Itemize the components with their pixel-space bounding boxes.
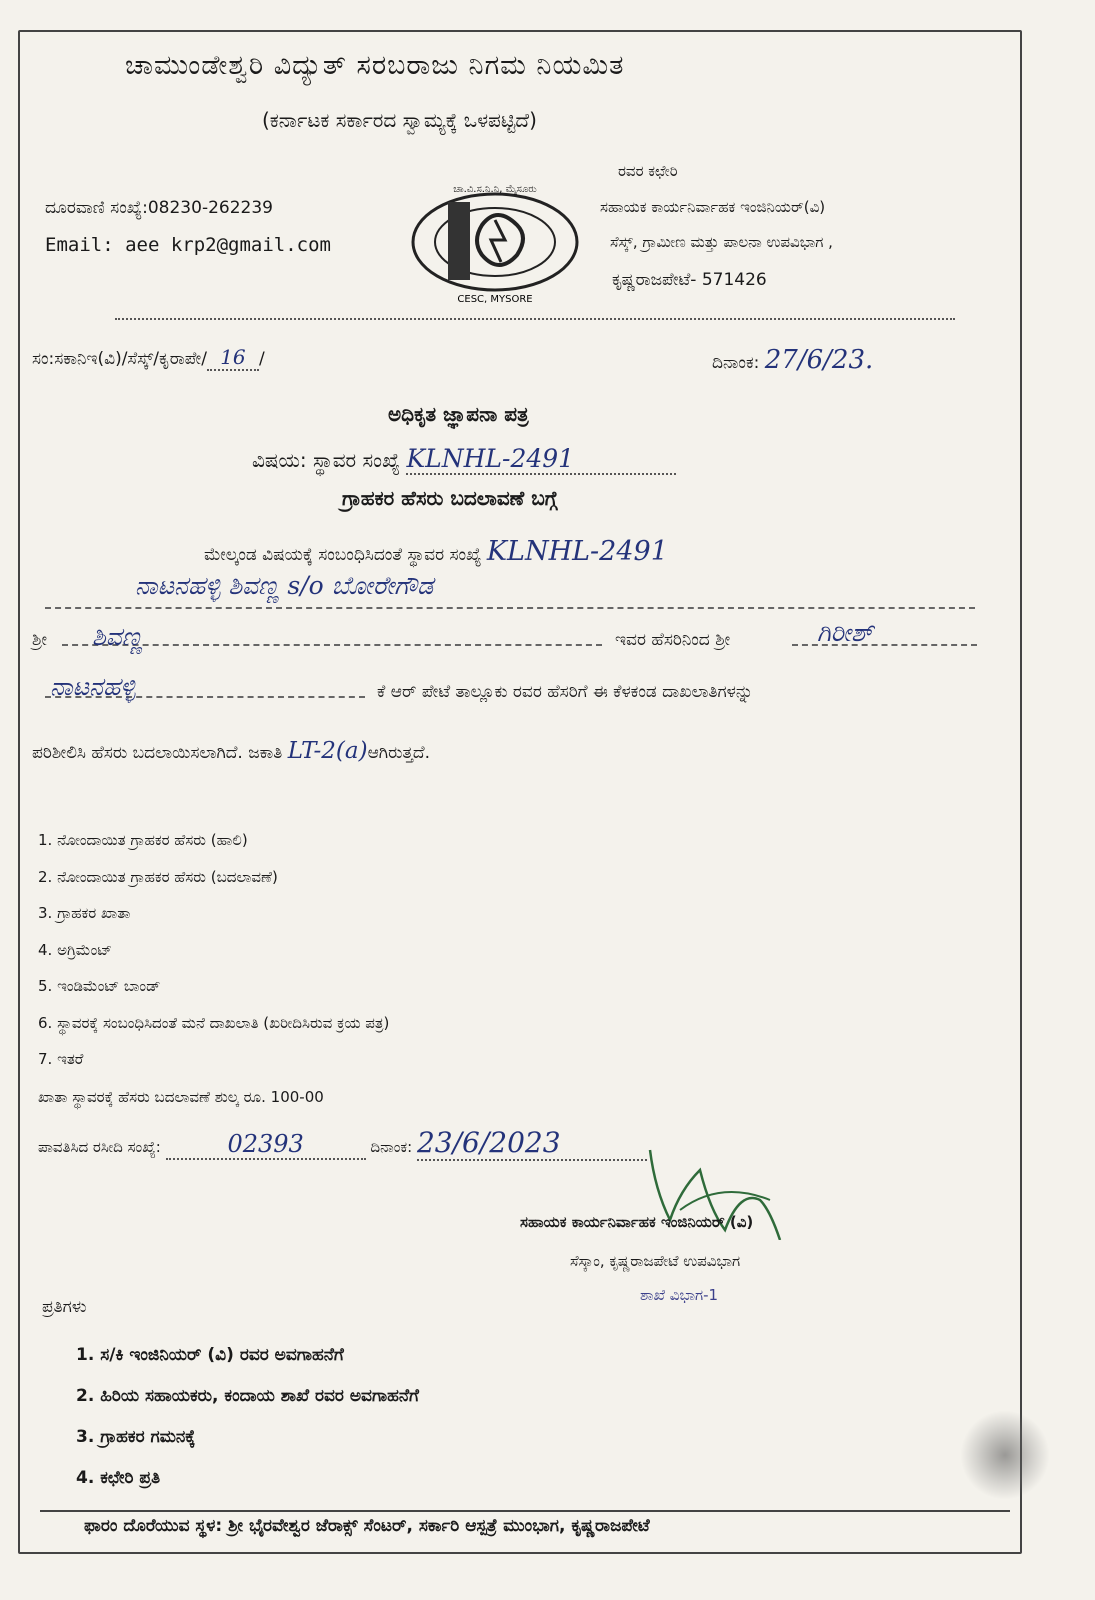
smudge-mark <box>960 1410 1050 1500</box>
new-owner-name: ಗಿರೀಶ್ <box>817 618 873 647</box>
body-intro-plant-number: KLNHL-2491 <box>486 536 668 567</box>
signatory-title: ಸಹಾಯಕ ಕಾರ್ಯನಿರ್ವಾಹಕ ಇಂಜಿನಿಯರ್ (ವಿ) <box>520 1213 754 1231</box>
receipt-number: 02393 <box>227 1130 304 1158</box>
list-item: 7. ಇತರೆ <box>38 1050 84 1068</box>
reference-date <box>712 345 873 375</box>
list-item: 2. ಹಿರಿಯ ಸಹಾಯಕರು, ಕಂದಾಯ ಶಾಖೆ ರವರ ಅವಗಾಹನೆಗೆ <box>76 1386 419 1406</box>
office-line-3: ಕೃಷ್ಣರಾಜಪೇಟೆ- 571426 <box>612 270 767 290</box>
email-address: Email: aee krp2@gmail.com <box>45 234 331 256</box>
office-line-2: ಸೆಸ್ಕ್, ಗ್ರಾಮೀಣ ಮತ್ತು ಪಾಲನಾ ಉಪವಿಭಾಗ , <box>610 233 833 251</box>
hand-line-1 <box>45 571 975 609</box>
body-line-4 <box>32 738 430 764</box>
date-label: ದಿನಾಂಕ: <box>712 353 760 373</box>
name-change-line <box>32 618 982 660</box>
body-line-3-text: ಕೆ ಆರ್ ಪೇಟೆ ತಾಲ್ಲೂಕು ರವರ ಹೆಸರಿಗೆ ಈ ಕೆಳಕಂಡ ದಾಖಲಾತಿಗಳನ್ನು <box>377 682 754 702</box>
previous-owner-name: ಶಿವಣ್ಣ <box>92 622 144 651</box>
list-item: 1. ಸ/ಕಿ ಇಂಜಿನಿಯರ್ (ವಿ) ರವರ ಅವಗಾಹನೆಗೆ <box>76 1345 344 1365</box>
body-line-4-text-b: ಆಗಿರುತ್ತದೆ. <box>367 743 431 763</box>
tariff-value: LT-2(a) <box>287 738 368 764</box>
list-item: 6. ಸ್ಥಾವರಕ್ಕೆ ಸಂಬಂಧಿಸಿದಂತೆ ಮನೆ ದಾಖಲಾತಿ (ಖರೀದಿಸಿರುವ ಕ್ರಯ ಪತ್ರ) <box>38 1013 390 1032</box>
village-name: ನಾಟನಹಳ್ಳಿ <box>50 672 136 701</box>
body-intro <box>204 536 668 567</box>
ref-value: 16 <box>220 345 246 369</box>
body-intro-text: ಮೇಲ್ಕಂಡ ವಿಷಯಕ್ಕೆ ಸಂಬಂಧಿಸಿದಂತೆ ಸ್ಥಾವರ ಸಂಖ್ಯೆ <box>204 545 482 565</box>
header-divider <box>115 318 955 320</box>
date-value: 27/6/23. <box>764 345 874 375</box>
notice-heading: ಅಧಿಕೃತ ಜ್ಞಾಪನಾ ಪತ್ರ <box>388 402 529 426</box>
documents-list <box>38 822 389 1078</box>
list-item: 4. ಅಗ್ರಿಮೆಂಟ್ <box>38 940 112 959</box>
list-item: 3. ಗ್ರಾಹಕರ ಖಾತಾ <box>38 904 131 922</box>
cesc-logo-icon <box>400 180 590 305</box>
office-small-label: ರವರ ಕಛೇರಿ <box>618 162 678 180</box>
subject-line <box>252 444 676 475</box>
receipt-date-label: ದಿನಾಂಕ: <box>370 1138 413 1156</box>
body-line-4-text-a: ಪರಿಶೀಲಿಸಿ ಹೆಸರು ಬದಲಾಯಿಸಲಾಗಿದೆ. ಜಕಾತಿ <box>32 743 283 763</box>
subject-label: ವಿಷಯ: ಸ್ಥಾವರ ಸಂಖ್ಯೆ <box>252 448 401 472</box>
footer-text: ಫಾರಂ ದೊರೆಯುವ ಸ್ಥಳ: ಶ್ರೀ ಭೈರವೇಶ್ವರ ಜೆರಾಕ್ಸ್ ಸೆಂಟರ್, ಸರ್ಕಾರಿ ಆಸ್ಪತ್ರೆ ಮುಂಭಾಗ, ಕೃಷ್ಣರಾಜಪೇಟೆ <box>84 1516 650 1536</box>
from-label: ಇವರ ಹೆಸರಿನಿಂದ ಶ್ರೀ <box>615 630 731 650</box>
copies-list <box>76 1335 419 1499</box>
list-item: 1. ನೋಂದಾಯಿತ ಗ್ರಾಹಕರ ಹೆಸರು (ಹಾಲಿ) <box>38 831 248 849</box>
office-line-1: ಸಹಾಯಕ ಕಾರ್ಯನಿರ್ವಾಹಕ ಇಂಜಿನಿಯರ್(ವಿ) <box>600 198 826 216</box>
footer-divider <box>40 1510 1010 1512</box>
copies-label: ಪ್ರತಿಗಳು <box>42 1297 87 1317</box>
shri-prefix: ಶ್ರೀ <box>32 630 47 650</box>
hand-line-1-text: ನಾಟನಹಳ್ಳಿ ಶಿವಣ್ಣ s/o ಬೋರೇಗೌಡ <box>135 571 434 600</box>
signatory-stamp: ಶಾಖೆ ವಿಭಾಗ-1 <box>640 1286 719 1304</box>
list-item: 4. ಕಛೇರಿ ಪ್ರತಿ <box>76 1468 161 1488</box>
receipt-label: ಪಾವತಿಸಿದ ರಸೀದಿ ಸಂಖ್ಯೆ: <box>38 1138 161 1156</box>
govt-line: (ಕರ್ನಾಟಕ ಸರ್ಕಾರದ ಸ್ವಾಮ್ಯಕ್ಕೆ ಒಳಪಟ್ಟಿದೆ) <box>262 108 537 132</box>
list-item: 5. ಇಂಡಿಮೆಂಟ್ ಬಾಂಡ್ <box>38 977 161 995</box>
subject-value: KLNHL-2491 <box>406 444 575 473</box>
ref-label: ಸಂ:ಸಕಾನಿಇ(ವಿ)/ಸೆಸ್ಕ್/ಕೃರಾಪೇ/ <box>32 349 207 369</box>
logo-text-top: ಚಾ.ವಿ.ಸ.ನಿ.ನಿ, ಮೈಸೂರು <box>453 184 537 195</box>
list-item: 2. ನೋಂದಾಯಿತ ಗ್ರಾಹಕರ ಹೆಸರು (ಬದಲಾವಣೆ) <box>38 867 278 886</box>
subject-line-2: ಗ್ರಾಹಕರ ಹೆಸರು ಬದಲಾವಣೆ ಬಗ್ಗೆ <box>342 486 558 510</box>
org-name: ಚಾಮುಂಡೇಶ್ವರಿ ವಿದ್ಯುತ್ ಸರಬರಾಜು ನಿಗಮ ನಿಯಮಿತ <box>125 50 625 81</box>
body-line-3 <box>45 672 995 712</box>
receipt-date: 23/6/2023 <box>416 1126 561 1159</box>
fee-line: ಖಾತಾ ಸ್ಥಾವರಕ್ಕೆ ಹೆಸರು ಬದಲಾವಣೆ ಶುಲ್ಕ ರೂ. 100-00 <box>38 1088 324 1106</box>
phone-number: ದೂರವಾಣಿ ಸಂಖ್ಯೆ:08230-262239 <box>45 198 273 218</box>
list-item: 3. ಗ್ರಾಹಕರ ಗಮನಕ್ಕೆ <box>76 1427 196 1447</box>
reference-number: ಸಂ:ಸಕಾನಿಇ(ವಿ)/ಸೆಸ್ಕ್/ಕೃರಾಪೇ/ 16 / <box>32 345 265 369</box>
signatory-office: ಸೆಸ್ಕಾಂ, ಕೃಷ್ಣರಾಜಪೇಟೆ ಉಪವಿಭಾಗ <box>570 1252 741 1270</box>
receipt-line <box>38 1126 647 1161</box>
logo-text-bottom: CESC, MYSORE <box>457 294 533 305</box>
